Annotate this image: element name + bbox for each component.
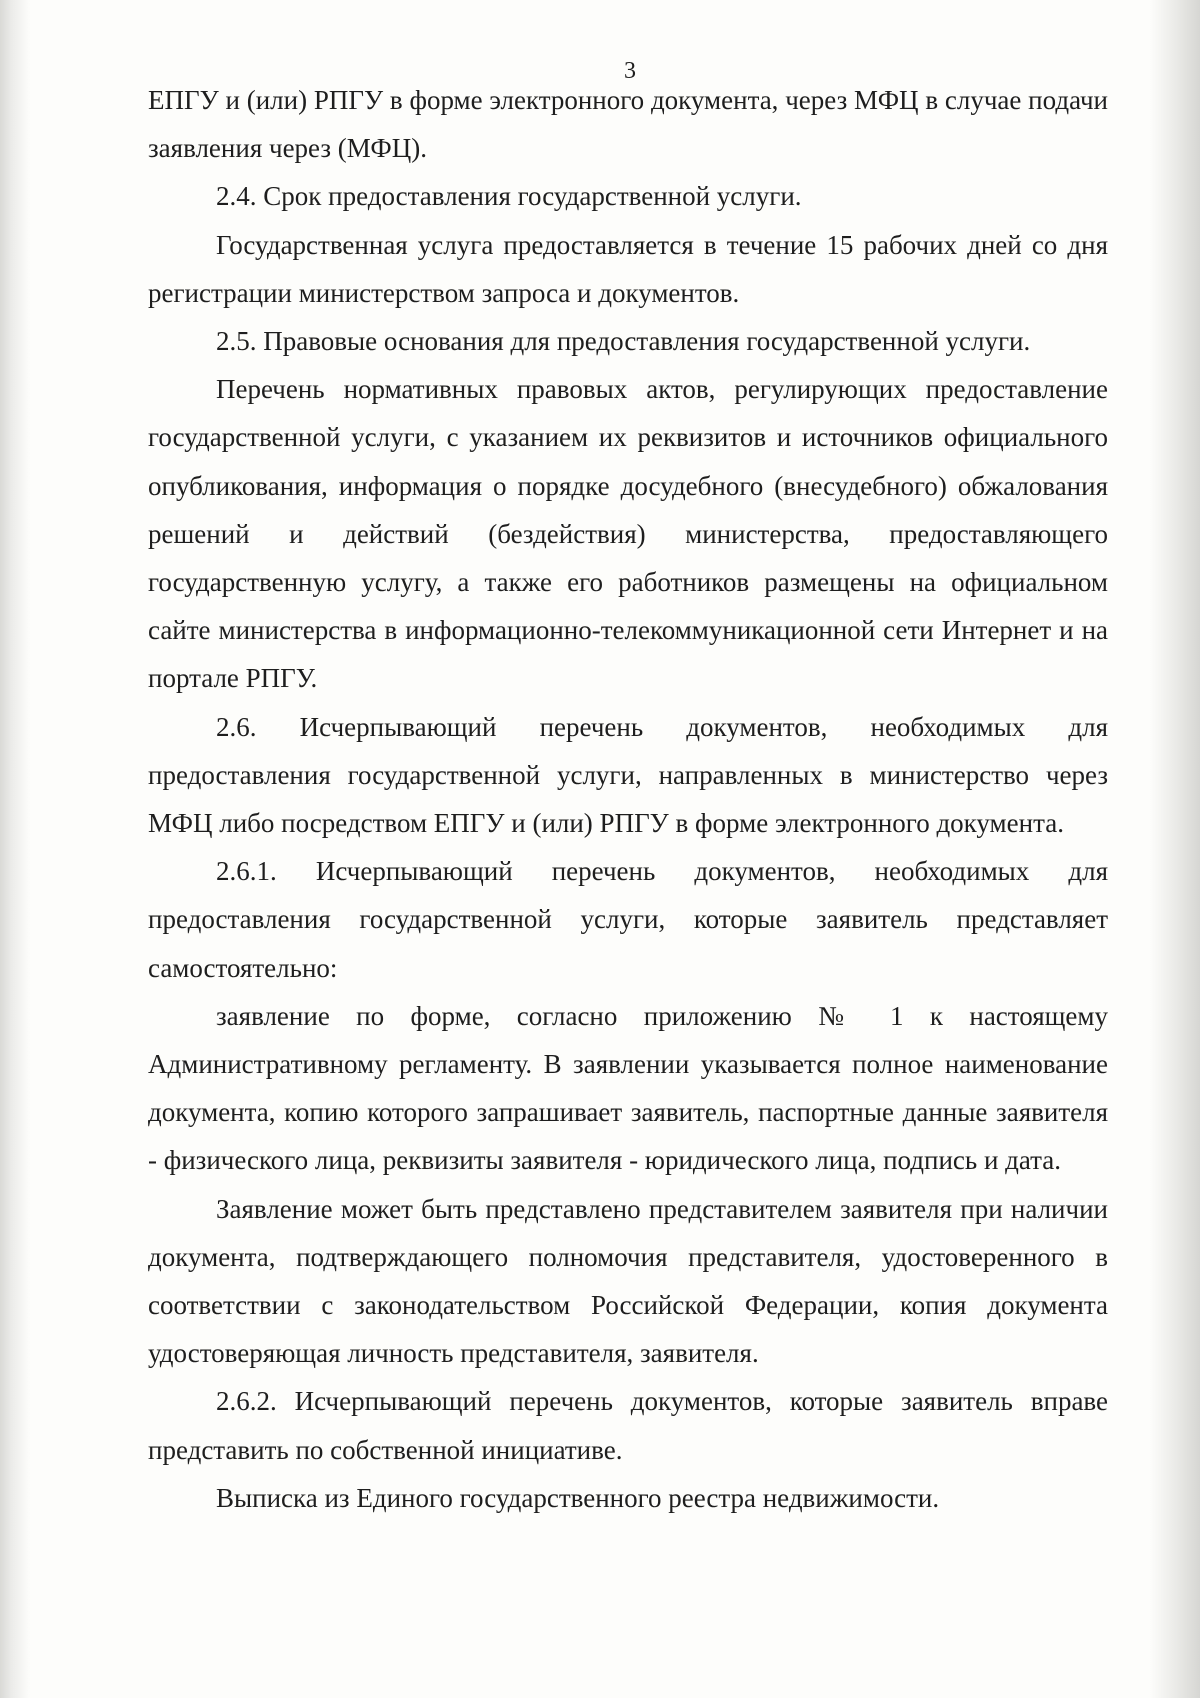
- section-heading-2-5: 2.5. Правовые основания для предоставления государственной услуги.: [216, 326, 1031, 357]
- paragraph: заявление по форме, согласно приложению № 1 к настоящему Административному регламенту. В заявлении указывается полное наименование документа, копию которого запрашивает заявитель, паспортные данные заявителя - физического лица, реквизиты заявителя - юридического лица, подпись и дата.: [148, 1000, 1108, 1176]
- paragraph: ЕПГУ и (или) РПГУ в форме электронного документа, через МФЦ в случае подачи заявления через (МФЦ).: [148, 85, 1108, 164]
- paragraph: Перечень нормативных правовых актов, регулирующих предоставление государственной услуги, с указанием их реквизитов и источников официального опубликования, информация о порядке досудебного (внесудебного) обжалования решений и действий (бездействия) министерства, предоставляющего государственную услугу, а также его работников размещены на официальном сайте министерства в информационно-телекоммуникационной сети Интернет и на портале РПГУ.: [148, 374, 1108, 694]
- paragraph: Государственная услуга предоставляется в течение 15 рабочих дней со дня регистрации министерством запроса и документов.: [148, 229, 1108, 308]
- paragraph: Выписка из Единого государственного реестра недвижимости.: [216, 1482, 940, 1513]
- section-heading-2-6-1: 2.6.1. Исчерпывающий перечень документов, необходимых для предоставления государственной услуги, которые заявитель представляет самостоятельно:: [148, 856, 1108, 983]
- page-number: 3: [624, 58, 636, 84]
- paragraph: Заявление может быть представлено представителем заявителя при наличии документа, подтверждающего полномочия представителя, удостоверенного в соответствии с законодательством Российской Федерации, копия документа удостоверяющая личность представителя, заявителя.: [148, 1193, 1108, 1369]
- section-heading-2-6: 2.6. Исчерпывающий перечень документов, необходимых для предоставления государственной услуги, направленных в министерство через МФЦ либо посредством ЕПГУ и (или) РПГУ в форме электронного документа.: [148, 711, 1108, 839]
- section-heading-2-4: 2.4. Срок предоставления государственной услуги.: [216, 181, 802, 212]
- section-heading-2-6-2: 2.6.2. Исчерпывающий перечень документов, которые заявитель вправе представить по собственной инициативе.: [148, 1386, 1108, 1465]
- document-body: [148, 76, 1108, 1522]
